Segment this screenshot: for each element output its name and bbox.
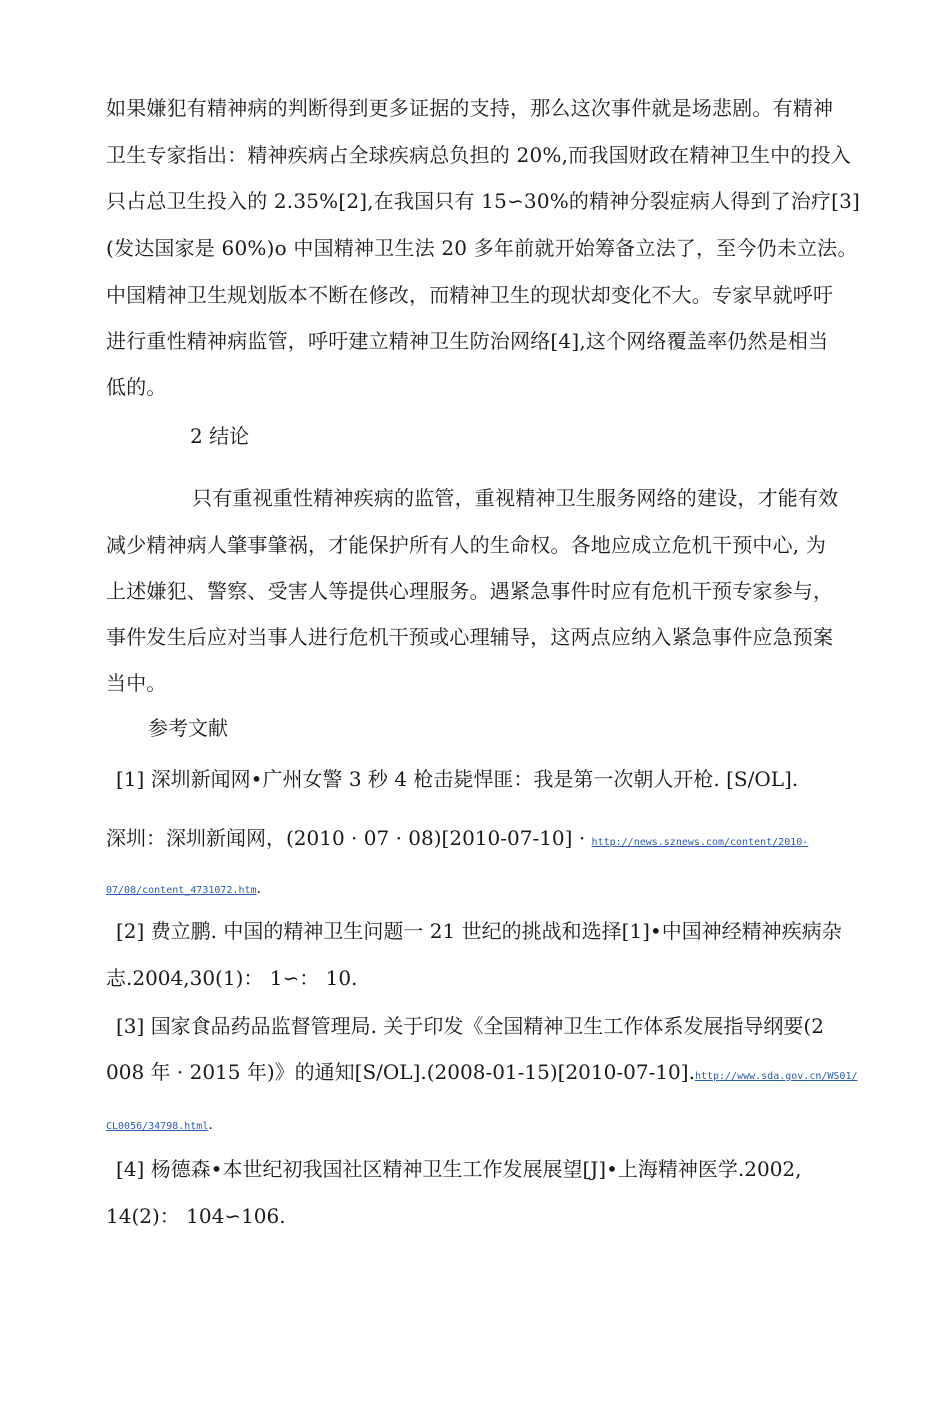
conclusion-line-4: 事件发生后应对当事人进行危机干预或心理辅导，这两点应纳入紧急事件应急预案	[106, 625, 834, 649]
references-heading: 参考文献	[148, 716, 228, 740]
reference-2-line-1: [2] 费立鹏. 中国的精神卫生问题一 21 世纪的挑战和选择[1]•中国神经精神疾病杂	[116, 919, 842, 943]
conclusion-line-1: 只有重视重性精神疾病的监管，重视精神卫生服务网络的建设，才能有效	[192, 486, 839, 510]
reference-1-url-link-continued[interactable]: 07/08/content_4731072.htm	[106, 885, 257, 896]
reference-3-url-link-continued[interactable]: CL0056/34798.html	[106, 1121, 209, 1132]
reference-1-line-1: [1] 深圳新闻网•广州女警 3 秒 4 枪击毙悍匪：我是第一次朝人开枪. [S/OL].	[116, 767, 799, 791]
reference-2-line-2: 志.2004,30(1)： 1∽： 10.	[106, 966, 358, 990]
reference-3-text: 008 年 · 2015 年)》的通知[S/OL].(2008-01-15)[2010-07-10].	[106, 1060, 695, 1084]
body-line-4: (发达国家是 60%)o 中国精神卫生法 20 多年前就开始筹备立法了，至今仍未立法。	[106, 236, 858, 260]
conclusion-line-5: 当中。	[106, 671, 167, 695]
reference-3-line-2	[106, 1060, 858, 1089]
body-line-3: 只占总卫生投入的 2.35%[2],在我国只有 15∽30%的精神分裂症病人得到了治疗[3]	[106, 189, 861, 213]
reference-3-url-link[interactable]: http://www.sda.gov.cn/WS01/	[694, 1071, 858, 1082]
reference-4-line-1: [4] 杨德森•本世纪初我国社区精神卫生工作发展展望[J]•上海精神医学.2002,	[116, 1157, 802, 1181]
reference-3-end: .	[208, 1117, 213, 1133]
reference-4-line-2: 14(2)： 104∽106.	[106, 1204, 286, 1228]
body-line-6: 进行重性精神病监管，呼吁建立精神卫生防治网络[4],这个网络覆盖率仍然是相当	[106, 329, 829, 353]
reference-1-text: 深圳：深圳新闻网，(2010 · 07 · 08)[2010-07-10] ·	[106, 826, 592, 850]
body-line-7: 低的。	[106, 375, 167, 399]
body-line-2: 卫生专家指出：精神疾病占全球疾病总负担的 20%,而我国财政在精神卫生中的投入	[106, 143, 851, 167]
reference-1-line-3	[106, 874, 261, 903]
body-line-1: 如果嫌犯有精神病的判断得到更多证据的支持，那么这次事件就是场悲剧。有精神	[106, 96, 834, 120]
reference-1-url-link[interactable]: http://news.sznews.com/content/2010-	[591, 837, 809, 848]
section-heading: 2 结论	[190, 424, 250, 448]
reference-1-line-2	[106, 826, 808, 855]
conclusion-line-3: 上述嫌犯、警察、受害人等提供心理服务。遇紧急事件时应有危机干预专家参与，	[106, 579, 834, 603]
body-line-5: 中国精神卫生规划版本不断在修改，而精神卫生的现状却变化不大。专家早就呼吁	[106, 283, 834, 307]
reference-3-line-3	[106, 1110, 213, 1139]
reference-1-end: .	[256, 881, 261, 897]
conclusion-line-2: 减少精神病人肇事肇祸，才能保护所有人的生命权。各地应成立危机干预中心, 为	[106, 533, 827, 557]
reference-3-line-1: [3] 国家食品药品监督管理局. 关于印发《全国精神卫生工作体系发展指导纲要(2	[116, 1014, 824, 1038]
